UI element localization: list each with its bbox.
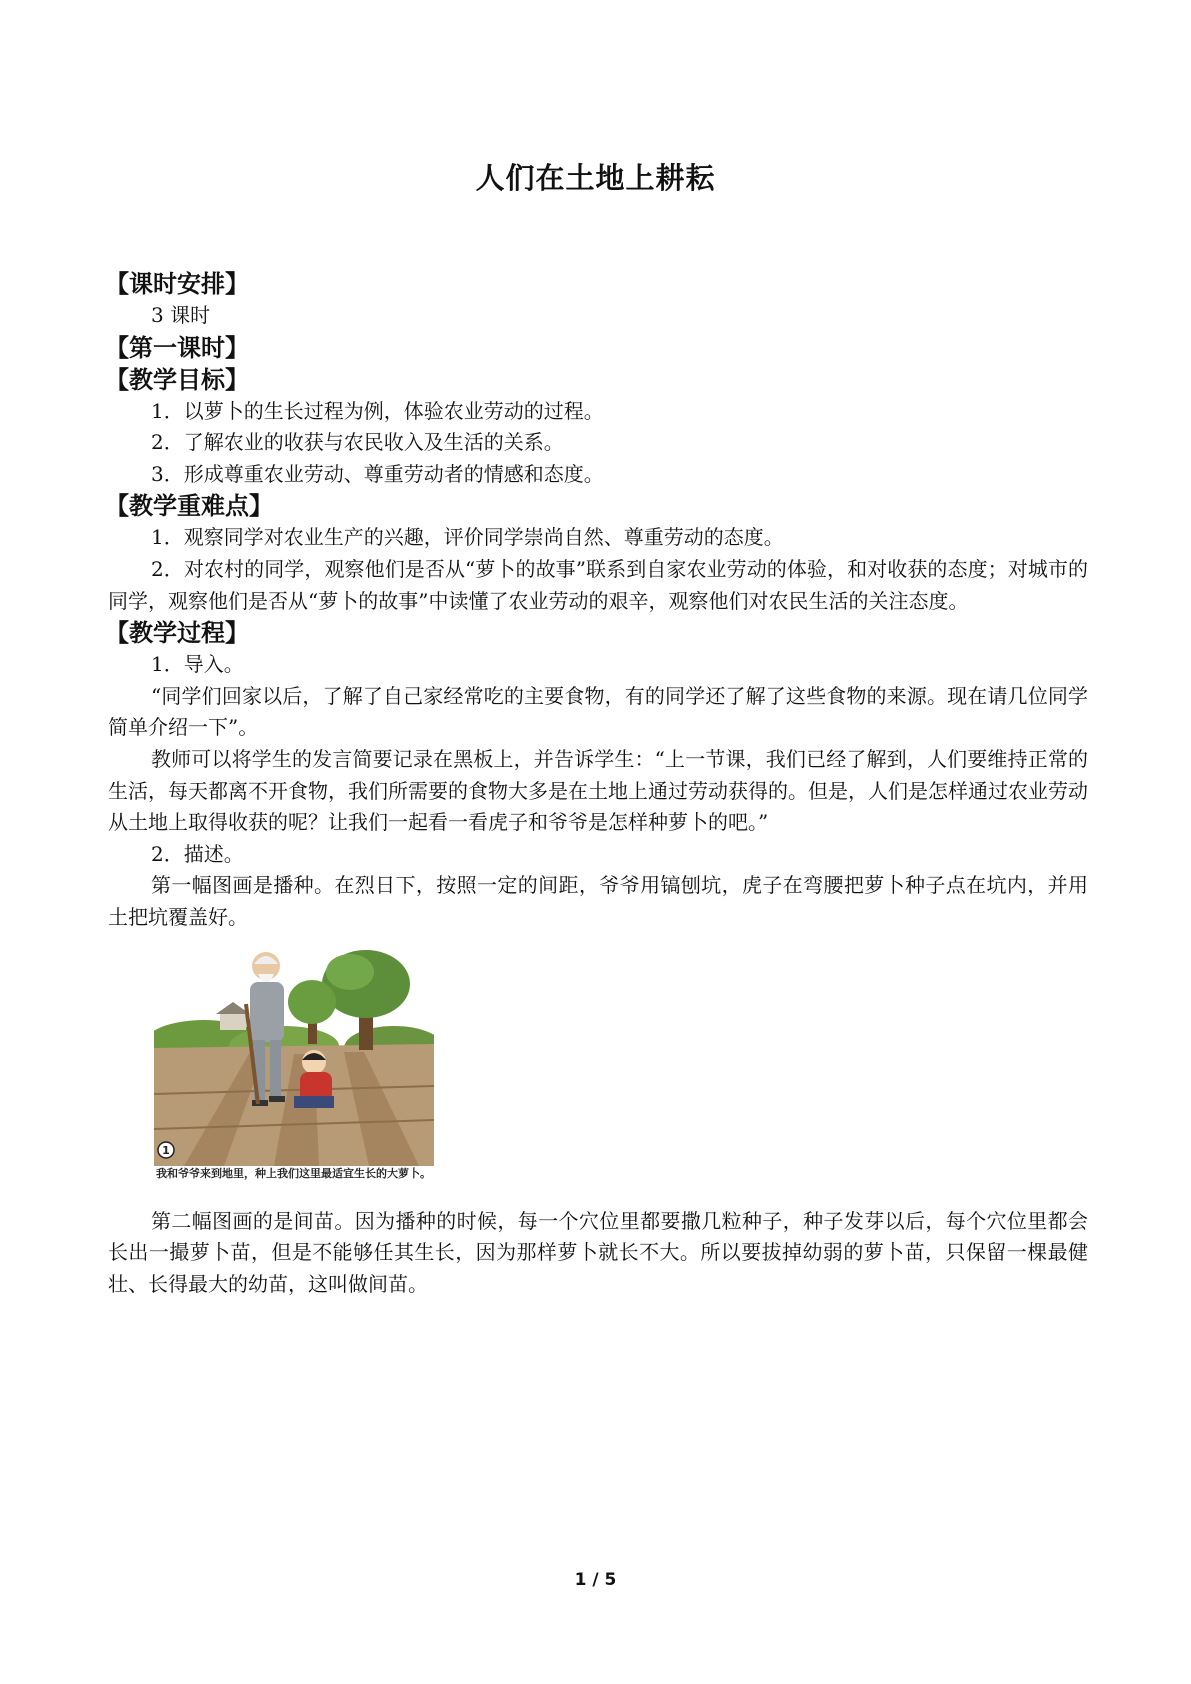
process-item: 教师可以将学生的发言简要记录在黑板上，并告诉学生：“上一节课，我们已经了解到，人们要维持正常的生活，每天都离不开食物，我们所需要的食物大多是在土地上通过劳动获得的。但是，人们是怎样通过农业劳动从土地上取得收获的呢？让我们一起看一看虎子和爷爷是怎样种萝卜的吧。”	[108, 746, 1088, 835]
sowing-illustration	[154, 944, 434, 1206]
sowing-illustration-image	[154, 944, 434, 1166]
schedule-value: 3 课时	[151, 303, 211, 327]
lesson1-heading: 【第一课时】	[105, 333, 249, 362]
goals-heading: 【教学目标】	[105, 365, 249, 394]
document-body	[105, 268, 1088, 1300]
keypoint-item: 1．观察同学对农业生产的兴趣，评价同学崇尚自然、尊重劳动的态度。	[151, 525, 784, 550]
figure-number: 1	[162, 1143, 170, 1157]
figure-caption: 我和爷爷来到地里，种上我们这里最适宜生长的大萝卜。	[156, 1166, 431, 1180]
process-item: 2．描述。	[151, 841, 244, 866]
keypoints-heading: 【教学重难点】	[105, 492, 273, 521]
goal-item: 1．以萝卜的生长过程为例，体验农业劳动的过程。	[151, 398, 604, 423]
page-number: 1 / 5	[574, 1570, 617, 1590]
goal-item: 2．了解农业的收获与农民收入及生活的关系。	[151, 430, 564, 455]
schedule-heading: 【课时安排】	[105, 270, 249, 298]
process-item: “同学们回家以后，了解了自己家经常吃的主要食物，有的同学还了解了这些食物的来源。现在请几位同学简单介绍一下”。	[108, 683, 1088, 740]
process-heading: 【教学过程】	[105, 619, 249, 648]
after-figure-paragraph: 第二幅图画的是间苗。因为播种的时候，每一个穴位里都要撒几粒种子，种子发芽以后，每个穴位里都会长出一撮萝卜苗，但是不能够任其生长，因为那样萝卜就长不大。所以要拔掉幼弱的萝卜苗，只保留一棵最健壮、长得最大的幼苗，这叫做间苗。	[108, 1208, 1088, 1296]
goal-item: 3．形成尊重农业劳动、尊重劳动者的情感和态度。	[151, 461, 604, 486]
keypoint-item: 2．对农村的同学，观察他们是否从“萝卜的故事”联系到自家农业劳动的体验，和对收获的态度；对城市的同学，观察他们是否从“萝卜的故事”中读懂了农业劳动的艰辛，观察他们对农民生活的关注态度。	[108, 556, 1088, 613]
process-item: 1．导入。	[151, 652, 244, 677]
page-title: 人们在土地上耕耘	[475, 161, 716, 195]
process-item: 第一幅图画是播种。在烈日下，按照一定的间距，爷爷用镐刨坑，虎子在弯腰把萝卜种子点在坑内，并用土把坑覆盖好。	[108, 873, 1088, 929]
